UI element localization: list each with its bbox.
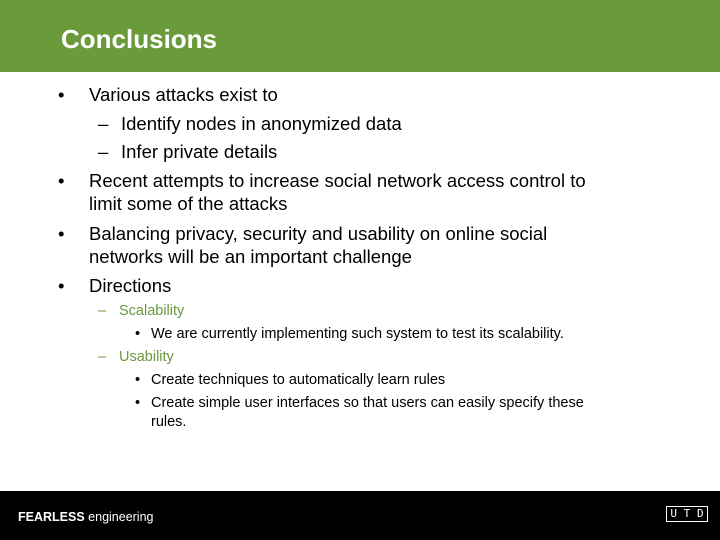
item-user-interfaces-1: Create simple user interfaces so that users can easily specify these	[151, 395, 584, 411]
utd-logo	[666, 506, 708, 522]
bullet-marker: •	[135, 326, 141, 342]
bullet-marker: •	[135, 395, 141, 411]
bullet-marker: •	[58, 223, 65, 244]
subheading-scalability: Scalability	[119, 303, 185, 319]
footer-brand-rest: engineering	[84, 510, 154, 524]
footer-brand-bold: FEARLESS	[18, 510, 85, 524]
bullet-text-directions: Directions	[89, 275, 172, 296]
item-learn-rules: Create techniques to automatically learn rules	[151, 372, 446, 388]
item-implementing-system: We are currently implementing such system to test its scalability.	[151, 326, 564, 342]
subheading-usability: Usability	[119, 349, 174, 365]
logo-letter-u: U	[670, 507, 677, 520]
bullet-marker: •	[58, 275, 65, 296]
bullet-text-access-control-2: limit some of the attacks	[89, 193, 288, 214]
bullet-text-access-control-1: Recent attempts to increase social network access control to	[89, 170, 586, 191]
footer-bar	[0, 491, 720, 540]
logo-letter-d: D	[697, 507, 704, 520]
dash-marker: –	[98, 349, 107, 365]
dash-marker: –	[98, 141, 109, 162]
bullet-text-balancing-2: networks will be an important challenge	[89, 246, 412, 267]
subbullet-infer-details: Infer private details	[121, 141, 278, 162]
dash-marker: –	[98, 303, 107, 319]
bullet-marker: •	[58, 84, 65, 105]
bullet-marker: •	[58, 170, 65, 191]
bullet-text-balancing-1: Balancing privacy, security and usability on online social	[89, 223, 548, 244]
dash-marker: –	[98, 113, 109, 134]
logo-letter-t: T	[683, 507, 691, 520]
slide-title: Conclusions	[61, 24, 218, 54]
subbullet-identify-nodes: Identify nodes in anonymized data	[121, 113, 402, 134]
bullet-marker: •	[135, 372, 141, 388]
footer-brand	[18, 510, 154, 525]
bullet-text-attacks: Various attacks exist to	[89, 84, 278, 105]
item-user-interfaces-2: rules.	[151, 414, 187, 430]
